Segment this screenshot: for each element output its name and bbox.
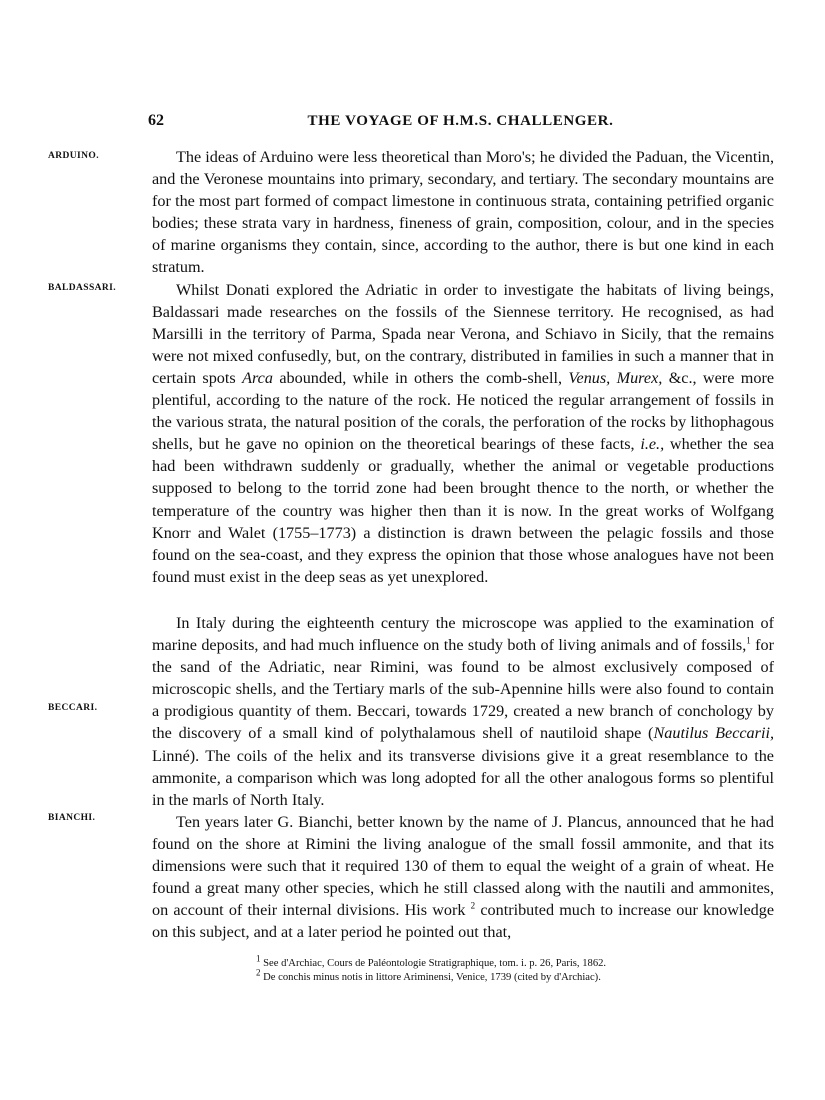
italic-term: Nautilus Beccarii, <box>653 724 774 743</box>
page-number: 62 <box>148 112 164 129</box>
paragraph-text: &c., were more plentiful, according to the nature of the rock. He noticed the regular arrangement of fossils in the various strata, the natural position of the corals, the perforation of the rocks by lithophagous shells, but he gave no opinion on the theoretical bearings of these facts, <box>152 368 775 454</box>
margin-note-arduino: ARDUINO. <box>48 151 99 161</box>
paragraph-text: for the sand of the Adriatic, near Rimini, was found to be almost exclusively composed of microscopic shells, and the Tertiary marls of the sub-Apennine hills were also found to contain a prodigious quantity of them. Beccari, towards 1729, created a new branch of conchology by the discovery of a small kind of polythalamous shell of nautiloid shape ( <box>152 636 775 743</box>
footnotes <box>256 953 776 985</box>
paragraph-text: In Italy during the eighteenth century the microscope was applied to the examination of marine deposits, and had much influence on the study both of living animals and of fossils, <box>152 614 774 655</box>
text-block-upper <box>152 146 774 588</box>
paragraph-text: contributed much to increase our knowledge on this subject, and at a later period he pointed out that, <box>152 901 775 942</box>
paragraph-text: The ideas of Arduino were less theoretical than Moro's; he divided the Paduan, the Vicentin, and the Veronese mountains into primary, secondary, and tertiary. The secondary mountains are for the most part formed of compact limestone in continuous strata, containing petrified organic bodies; these strata vary in hardness, fineness of grain, composition, colour, and in the species of marine organisms they contain, since, according to the author, there is but one kind in each stratum. <box>152 148 774 277</box>
margin-note-bianchi: BIANCHI. <box>48 813 96 823</box>
footnote-ref-2: 2 <box>470 900 476 911</box>
footnote-2 <box>256 967 776 985</box>
running-head <box>148 112 773 134</box>
footnote-text: De conchis minus notis in littore Ariminensi, Venice, 1739 (cited by d'Archiac). <box>263 972 601 983</box>
paragraph-italy-microscope <box>152 612 774 811</box>
paragraph-text: Linné). The coils of the helix and its transverse divisions give it a great resemblance to the ammonite, a comparison which was long adopted for all the other analogous forms so plentiful in the marls of North Italy. <box>152 746 774 809</box>
footnote-ref-1: 1 <box>746 635 751 646</box>
italic-term: i.e., <box>640 435 665 454</box>
paragraph-text: abounded, while in others the comb-shell, <box>279 368 563 387</box>
footnote-mark: 1 <box>256 953 261 964</box>
italic-term: Arca <box>242 368 273 387</box>
text-block-lower <box>152 612 774 943</box>
book-title: THE VOYAGE OF H.M.S. CHALLENGER. <box>307 113 614 129</box>
paragraph-bianchi <box>152 811 774 944</box>
paragraph-text: Ten years later G. Bianchi, better known by the name of J. Plancus, announced that he had found on the shore at Rimini the living analogue of the small fossil ammonite, and that its dimensions were such that it required 130 of them to equal the weight of a grain of wheat. He found a great many other species, which he still classed along with the nautili and ammonites, on account of their internal divisions. His work <box>152 812 774 920</box>
footnote-1 <box>256 953 776 971</box>
paragraph-baldassari <box>152 279 774 588</box>
paragraph-text: Whilst Donati explored the Adriatic in order to investigate the habitats of living beings, Baldassari made researches on the fossils of the Siennese territory. He recognised, as had Marsilli in the territory of Parma, Spada near Verona, and Schiavo in Sicily, that the remains were not mixed confusedly, but, on the contrary, distributed in families in such a manner that in certain spots <box>152 280 774 387</box>
margin-note-baldassari: BALDASSARI. <box>48 283 117 293</box>
paragraph-text: whether the sea had been withdrawn suddenly or gradually, whether the animal or vegetable productions supposed to belong to the torrid zone had been brought thence to the north, or whether the temperature of the country was higher then than it is now. In the great works of Wolfgang Knorr and Walet (1755–1773) a distinction is drawn between the pelagic fossils and those found on the sea-coast, and they express the opinion that those whose analogues have not been found must exist in the deep seas as yet unexplored. <box>152 435 775 586</box>
paragraph-arduino <box>152 146 774 279</box>
italic-term: Venus, Murex, <box>568 368 663 387</box>
margin-note-beccari: BECCARI. <box>48 703 98 713</box>
footnote-text: See d'Archiac, Cours de Paléontologie Stratigraphique, tom. i. p. 26, Paris, 1862. <box>263 958 607 969</box>
footnote-mark: 2 <box>256 967 261 978</box>
